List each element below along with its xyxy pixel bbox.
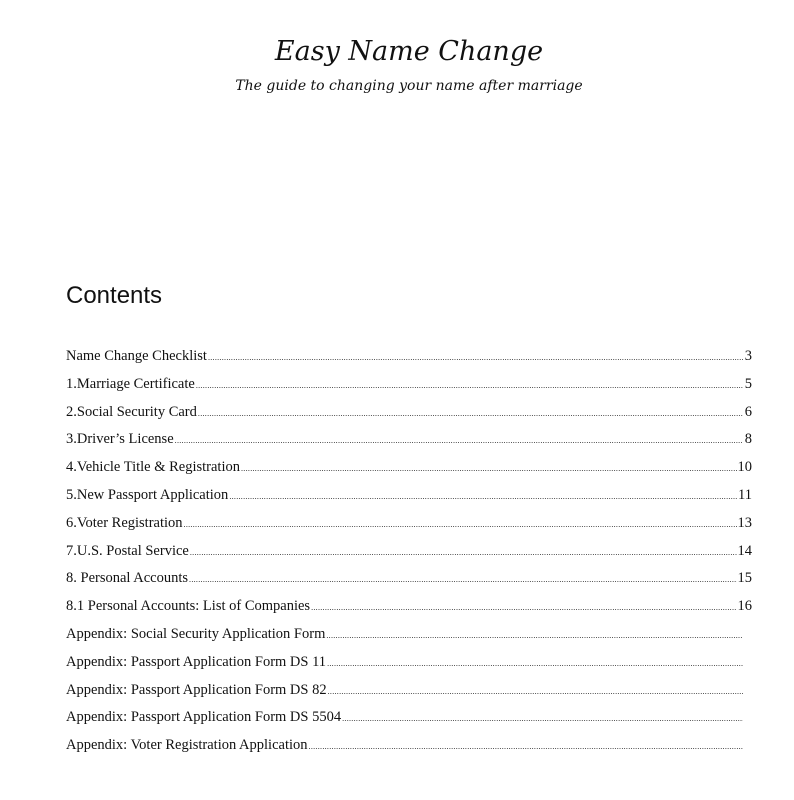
toc-entry-label: 4.Vehicle Title & Registration bbox=[66, 459, 240, 476]
toc-entry[interactable] bbox=[66, 543, 752, 571]
toc-entry-label: 1.Marriage Certificate bbox=[66, 375, 195, 392]
toc-entry[interactable] bbox=[66, 737, 752, 765]
toc-entry-page: 13 bbox=[737, 514, 752, 531]
toc-entry-label: 8.1 Personal Accounts: List of Companies bbox=[66, 598, 311, 615]
toc-entry-page: 5 bbox=[744, 375, 752, 392]
toc-entry-label: 5.New Passport Application bbox=[66, 486, 229, 503]
toc-dot-leader bbox=[208, 353, 743, 362]
toc-entry[interactable] bbox=[66, 570, 752, 598]
toc-entry[interactable] bbox=[66, 431, 752, 459]
toc-entry-label: Appendix: Passport Application Form DS 82 bbox=[66, 681, 327, 698]
table-of-contents bbox=[66, 348, 752, 765]
toc-dot-leader bbox=[196, 381, 743, 390]
toc-entry-label: Appendix: Passport Application Form DS 5504 bbox=[66, 709, 342, 726]
toc-entry-label: 6.Voter Registration bbox=[66, 514, 183, 531]
toc-dot-leader bbox=[328, 687, 743, 696]
toc-entry[interactable] bbox=[66, 404, 752, 432]
toc-entry-label: 3.Driver’s License bbox=[66, 431, 174, 448]
toc-dot-leader bbox=[198, 409, 743, 418]
toc-entry-label: 2.Social Security Card bbox=[66, 403, 197, 420]
toc-entry[interactable] bbox=[66, 598, 752, 626]
toc-dot-leader bbox=[175, 436, 743, 445]
toc-dot-leader bbox=[189, 575, 736, 584]
document-title: Easy Name Change bbox=[274, 36, 544, 67]
toc-entry[interactable] bbox=[66, 376, 752, 404]
toc-entry-page: 15 bbox=[737, 570, 752, 587]
toc-entry-page: 14 bbox=[737, 542, 752, 559]
toc-dot-leader bbox=[327, 659, 743, 668]
toc-entry-page: 3 bbox=[744, 348, 752, 364]
toc-entry-label: 8. Personal Accounts bbox=[66, 570, 189, 587]
toc-entry[interactable] bbox=[66, 654, 752, 682]
toc-dot-leader bbox=[326, 631, 743, 640]
toc-entry-page: 8 bbox=[744, 431, 752, 448]
toc-dot-leader bbox=[241, 464, 737, 473]
toc-entry-label: Appendix: Social Security Application Form bbox=[66, 625, 326, 642]
toc-entry-label: 7.U.S. Postal Service bbox=[66, 542, 189, 559]
toc-entry-label: Appendix: Voter Registration Application bbox=[66, 737, 308, 754]
toc-entry-label: Appendix: Passport Application Form DS 11 bbox=[66, 653, 327, 670]
toc-dot-leader bbox=[309, 742, 743, 751]
toc-entry-page: 16 bbox=[737, 598, 752, 615]
toc-entry-page: 6 bbox=[744, 403, 752, 420]
toc-dot-leader bbox=[190, 548, 737, 557]
toc-entry-page: 11 bbox=[738, 486, 752, 503]
toc-entry[interactable] bbox=[66, 682, 752, 710]
toc-entry-page: 10 bbox=[737, 459, 752, 476]
toc-dot-leader bbox=[184, 520, 737, 529]
contents-heading: Contents bbox=[66, 282, 163, 309]
toc-dot-leader bbox=[229, 492, 737, 501]
toc-entry-label: Name Change Checklist bbox=[66, 348, 207, 364]
document-subtitle: The guide to changing your name after marriage bbox=[235, 78, 583, 94]
toc-entry[interactable] bbox=[66, 626, 752, 654]
toc-entry[interactable] bbox=[66, 487, 752, 515]
toc-entry[interactable] bbox=[66, 459, 752, 487]
toc-entry[interactable] bbox=[66, 515, 752, 543]
toc-dot-leader bbox=[342, 714, 743, 723]
toc-entry[interactable] bbox=[66, 348, 752, 376]
toc-dot-leader bbox=[311, 603, 736, 612]
toc-entry[interactable] bbox=[66, 709, 752, 737]
